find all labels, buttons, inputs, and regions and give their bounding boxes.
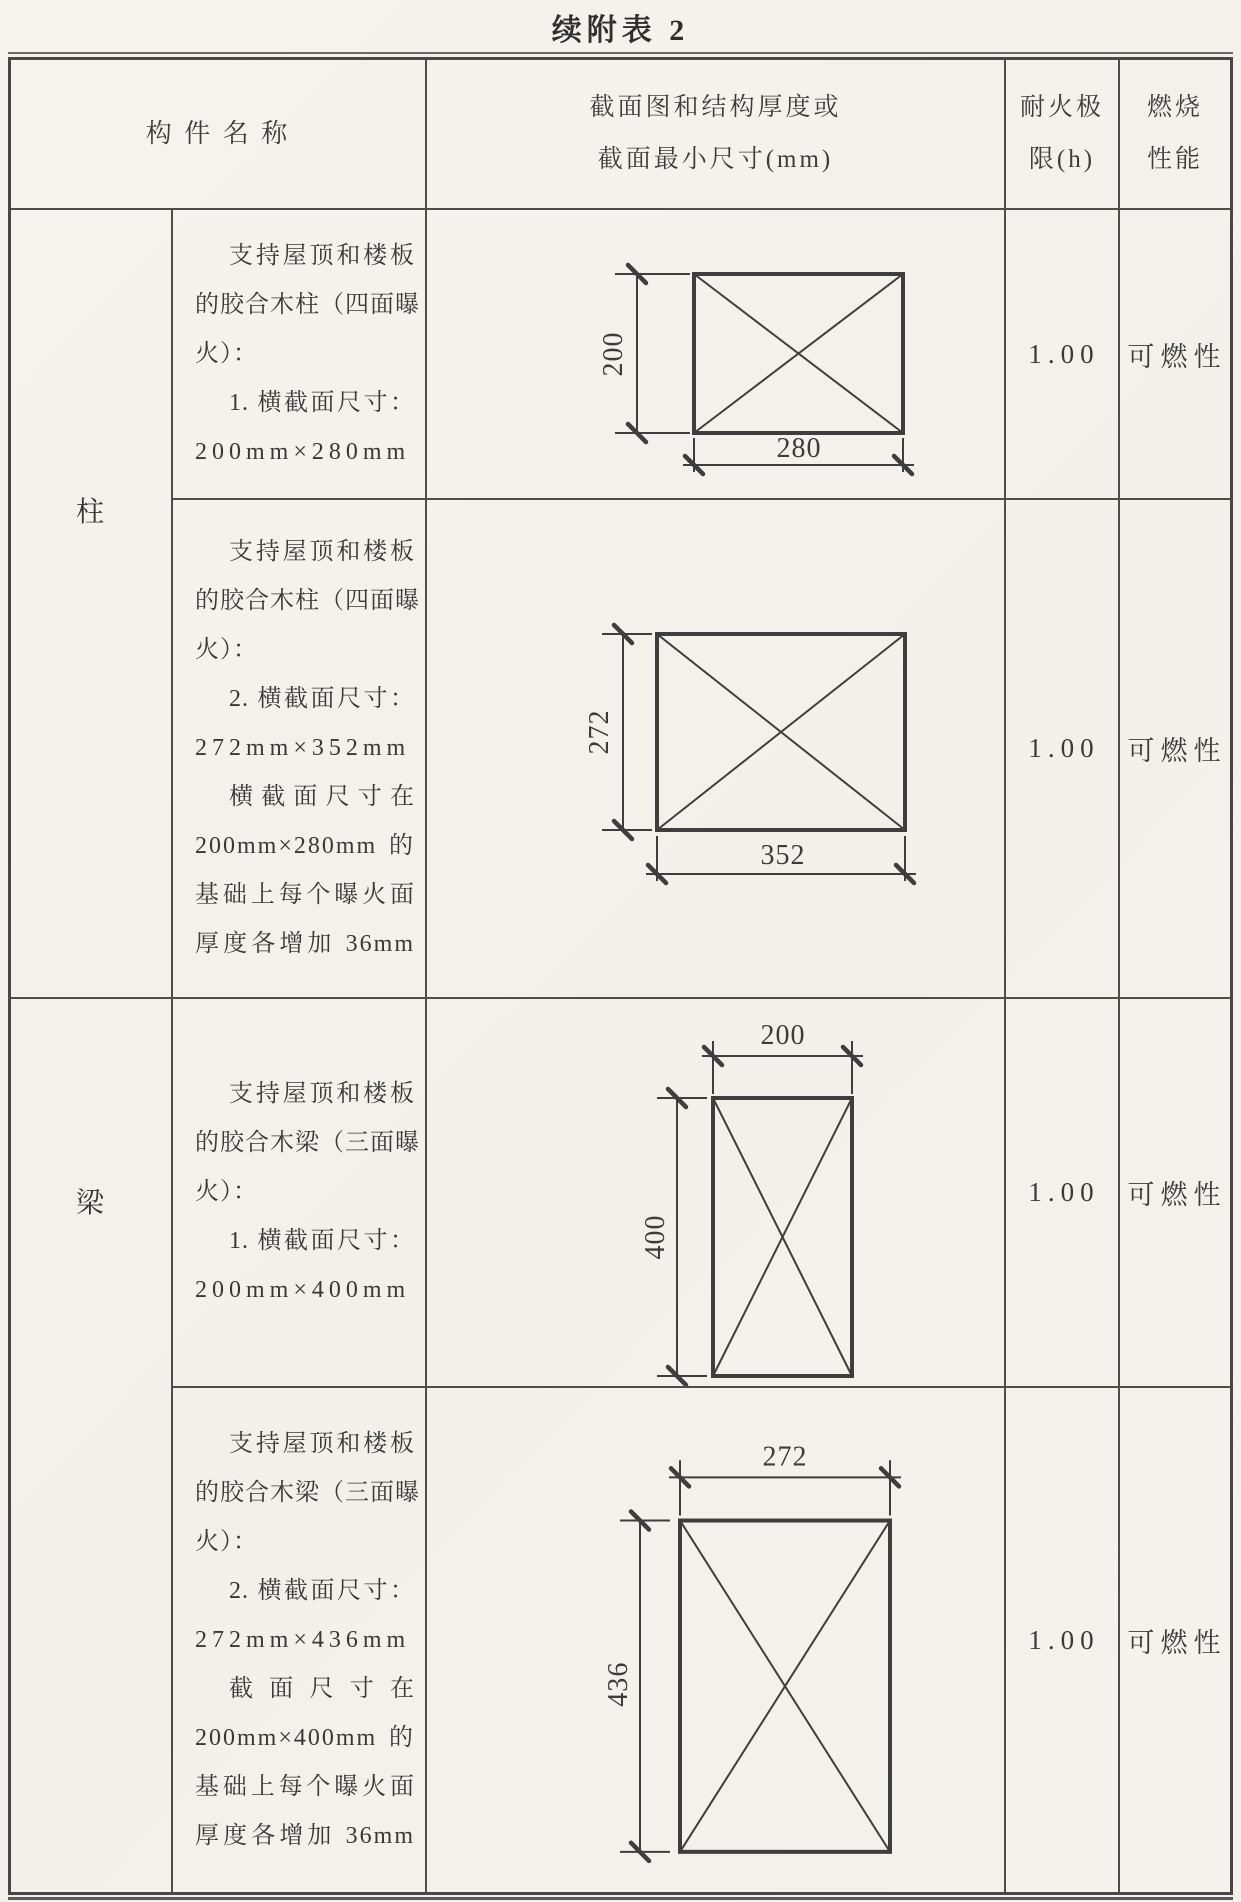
diagonal-cross (694, 274, 903, 433)
description-line: 2. 横截面尺寸： (229, 686, 415, 712)
dimension-label-height: 400 (640, 1214, 671, 1260)
description-line: 基础上每个曝火面 (195, 1773, 415, 1800)
description-line: 272mm×436mm (195, 1626, 411, 1653)
description-line: 的胶合木柱（四面曝 (195, 588, 420, 614)
combustibility-value: 可燃性 (1120, 210, 1230, 500)
description-line: 厚度各增加 36mm (195, 931, 415, 957)
dimension-label-height: 436 (603, 1661, 634, 1707)
dimension-lines (615, 265, 914, 474)
description-line: 的胶合木柱（四面曝 (195, 291, 420, 318)
header-component-name (11, 60, 427, 210)
group-label-text: 梁 (75, 1188, 106, 1219)
combustibility-value: 可燃性 (1120, 999, 1230, 1388)
header-text: 耐火极 (1019, 94, 1104, 121)
combustibility-value: 可燃性 (1120, 500, 1230, 999)
description-line: 的胶合木梁（三面曝 (195, 1479, 420, 1506)
section-diagram-svg (427, 500, 1004, 997)
description-line: 200mm×280mm 的 (195, 833, 415, 859)
description-line: 支持屋顶和楼板 (229, 242, 415, 269)
description-line: 基础上每个曝火面 (195, 882, 415, 908)
group-label-column (11, 210, 173, 999)
page-title: 续附表 2 (551, 14, 690, 47)
component-description (173, 500, 427, 999)
header-text: 燃烧 (1146, 94, 1203, 121)
section-diagram-cell (427, 210, 1006, 500)
description-line: 200mm×400mm (195, 1277, 411, 1303)
description-line: 1. 横截面尺寸： (229, 1228, 415, 1254)
fire-resistance-value: 1.00 (1006, 999, 1120, 1388)
component-description (173, 210, 427, 500)
description-line: 200mm×280mm (195, 438, 411, 465)
header-fire-limit (1006, 60, 1120, 210)
description-line: 支持屋顶和楼板 (229, 539, 415, 565)
diagonal-cross (657, 634, 905, 830)
dimension-label-height: 272 (584, 709, 615, 755)
description-line: 火）： (195, 340, 258, 367)
description-line: 2. 横截面尺寸： (229, 1577, 415, 1604)
description-line: 火）： (195, 1179, 258, 1205)
group-label-beam (11, 999, 173, 1892)
section-diagram-cell (427, 500, 1006, 999)
component-description (173, 1388, 427, 1892)
description-line: 厚度各增加 36mm (195, 1822, 415, 1849)
combustibility-value: 可燃性 (1127, 1627, 1227, 1658)
description-line: 截面尺寸在 (229, 1675, 415, 1702)
header-combustibility (1120, 60, 1230, 210)
description-line: 272mm×352mm (195, 735, 411, 761)
dimension-label-width: 200 (760, 1020, 806, 1051)
dimension-label-height: 200 (598, 331, 629, 377)
header-text: 截面最小尺寸(mm) (597, 146, 834, 173)
dimension-label-width: 352 (760, 840, 806, 871)
description-line: 200mm×400mm 的 (195, 1724, 415, 1751)
description-line: 支持屋顶和楼板 (229, 1430, 415, 1457)
diagonal-cross (713, 1098, 852, 1376)
description-line: 火）： (195, 1528, 258, 1555)
section-diagram-svg (427, 1388, 1004, 1892)
dimension-label-width: 280 (776, 433, 822, 464)
description-line: 横截面尺寸在 (229, 784, 415, 810)
description-line: 1. 横截面尺寸： (229, 389, 415, 416)
dimension-lines (657, 1041, 863, 1385)
header-text: 性能 (1146, 146, 1203, 173)
component-description (173, 999, 427, 1388)
header-text: 构 件 名 称 (145, 119, 291, 148)
description-line: 支持屋顶和楼板 (229, 1081, 415, 1107)
fire-resistance-table (8, 57, 1233, 1895)
fire-resistance-value: 1.00 (1006, 500, 1120, 999)
description-line: 的胶合木梁（三面曝 (195, 1130, 420, 1156)
header-text: 限(h) (1028, 146, 1096, 173)
fire-resistance-value: 1.00 (1006, 210, 1120, 500)
header-section-diagram (427, 60, 1006, 210)
dimension-label-width: 272 (762, 1441, 808, 1473)
section-diagram-cell (427, 1388, 1006, 1892)
group-label-text: 柱 (75, 497, 106, 528)
section-diagram-cell (427, 999, 1006, 1388)
description-line: 火）： (195, 637, 258, 663)
section-diagram-svg (427, 999, 1004, 1386)
fire-resistance-value: 1.00 (1006, 1388, 1120, 1892)
diagonal-cross (680, 1521, 890, 1852)
header-text: 截面图和结构厚度或 (589, 94, 842, 121)
section-diagram-svg (427, 210, 1004, 498)
